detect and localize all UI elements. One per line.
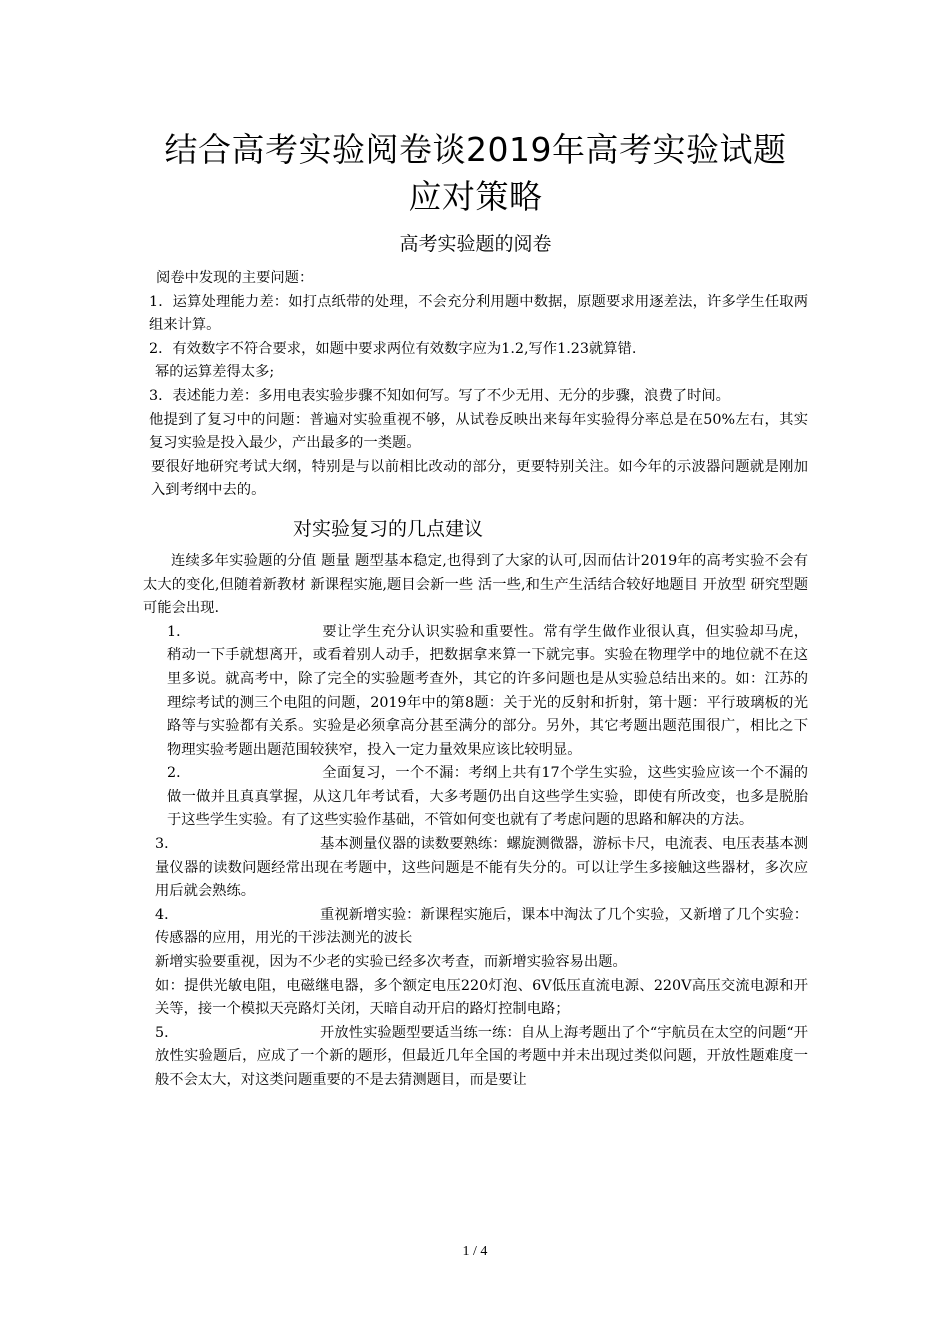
list-text: 重视新增实验：新课程实施后，课本中淘汰了几个实验，又新增了几个实验：传感器的应用，用光的干涉法测光的波长	[155, 906, 808, 947]
section-heading-suggestions: 对实验复习的几点建议	[293, 517, 484, 540]
paragraph: 新增实验要重视，因为不少老的实验已经多次考查，而新增实验容易出题。	[155, 954, 627, 971]
list-number: 5．	[155, 1024, 179, 1041]
list-number: 4．	[155, 906, 179, 923]
list-text: 开放性实验题型要适当练一练：自从上海考题出了个“宇航员在太空的问题“开放性实验题后，应成了一个新的题形，但最近几年全国的考题中并未出现过类似问题，开放性题难度一般不会太大，对这类问题重要的不是去猜测题目，而是要让	[155, 1024, 808, 1088]
list-text: 全面复习，一个不漏：考纲上共有17个学生实验，这些实验应该一个不漏的做一做并且真真掌握，从这几年考试看，大多考题仍出自这些学生实验，即使有所改变，也多是脱胎于这些学生实验。有了这些实验作基础，不管如何变也就有了考虑问题的思路和解决的方法。	[167, 765, 808, 829]
document-body	[143, 126, 808, 1093]
list-item	[143, 904, 808, 951]
paragraph: 他提到了复习中的问题：普遍对实验重视不够，从试卷反映出来每年实验得分率总是在50%左右，其实复习实验是投入最少，产出最多的一类题。	[149, 411, 808, 452]
page-number: 1 / 4	[462, 1244, 488, 1259]
paragraph: 如：提供光敏电阻，电磁继电器，多个额定电压220灯泡、6V低压直流电源、220V高压交流电源和开关等，接一个模拟天亮路灯关闭，天暗自动开启的路灯控制电路；	[155, 977, 808, 1018]
paragraph: 2．有效数字不符合要求，如题中要求两位有效数字应为1.2,写作1.23就算错.	[149, 340, 637, 357]
list-item	[143, 762, 808, 833]
list-text: 基本测量仪器的读数要熟练：螺旋测微器，游标卡尺，电流表、电压表基本测量仪器的读数问题经常出现在考题中，这些问题是不能有失分的。可以让学生多接触这些器材，多次应用后就会熟练。	[155, 836, 808, 900]
list-item	[143, 1022, 808, 1093]
list-item	[143, 833, 808, 904]
list-number: 3．	[155, 836, 179, 853]
intro-paragraph: 连续多年实验题的分值 题量 题型基本稳定,也得到了大家的认可,因而估计2019年的高考实验不会有太大的变化,但随着新教材 新课程实施,题目会新一些 活一些,和生产生活结合较好地题目 开放型 研究型题可能会出现.	[143, 552, 808, 617]
list-text: 要让学生充分认识实验和重要性。常有学生做作业很认真，但实验却马虎，稍动一下手就想离开，或看着别人动手，把数据拿来算一下就完事。实验在物理学中的地位就不在这里多说。就高考中，除了完全的实验题考查外，其它的许多问题也是从实验总结出来的。如：江苏的理综考试的测三个电阻的问题，2019年中的第8题：关于光的反射和折射，第十题：平行玻璃板的光路等与实验都有关系。实验是必须拿高分甚至满分的部分。另外，其它考题出题范围很广，相比之下物理实验考题出题范围较狭窄，投入一定力量效果应该比较明显。	[167, 623, 808, 758]
section-heading-grading: 高考实验题的阅卷	[399, 233, 552, 255]
paragraph: 幂的运算差得太多;	[155, 364, 275, 381]
paragraph: 阅卷中发现的主要问题：	[156, 270, 314, 286]
list-number: 1．	[167, 623, 191, 640]
paragraph: 1．运算处理能力差：如打点纸带的处理，不会充分利用题中数据，原题要求用逐差法，许多学生任取两组来计算。	[149, 293, 808, 334]
list-item	[143, 621, 808, 763]
paragraph: 3．表述能力差：多用电表实验步骤不知如何写。写了不少无用、无分的步骤，浪费了时间。	[149, 387, 730, 404]
list-number: 2．	[167, 765, 191, 782]
title-line-1: 结合高考实验阅卷谈2019年高考实验试题	[164, 130, 787, 169]
title-line-2: 应对策略	[408, 177, 543, 216]
paragraph: 要很好地研究考试大纲，特别是与以前相比改动的部分，更要特别关注。如今年的示波器问题就是刚加入到考纲中去的。	[151, 458, 808, 499]
document-title	[143, 126, 808, 220]
